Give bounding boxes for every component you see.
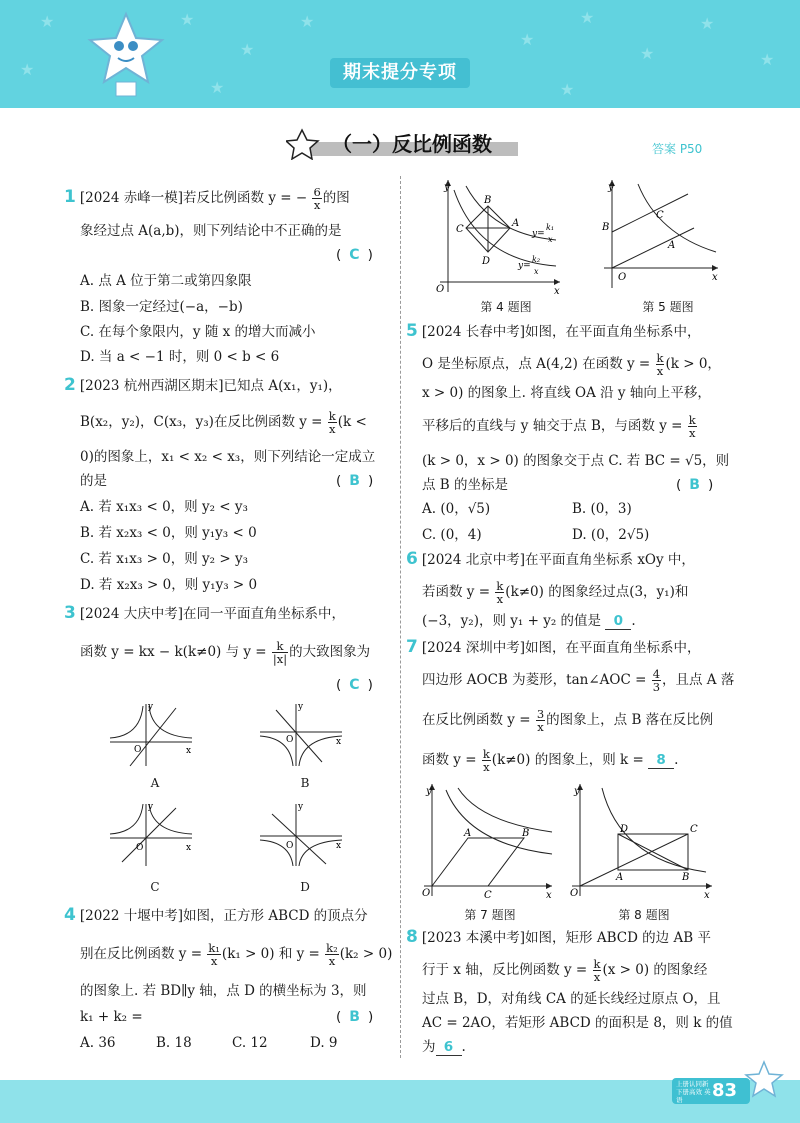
q3-line2: 函数 y = kx − k(k≠0) 与 y = $\frac{k}{|x|}$ 的大致图象为 [80, 639, 371, 666]
q4-option-d: D. 9 [310, 1035, 338, 1051]
svg-text:y=: y= [518, 261, 531, 271]
footer-brand: 上册认同新 下册高效 英语 [676, 1080, 711, 1104]
q7-line3: 在反比例函数 y = $\frac{3}{x}$ 的图象上，点 B 落在反比例 [422, 707, 714, 734]
q1-option-a: A. 点 A 位于第二或第四象限 [80, 273, 252, 289]
q2-line3: 0)的图象上，x₁ < x₂ < x₃，则下列结论一定成立 [80, 449, 376, 465]
svg-text:O: O [134, 745, 142, 755]
q4-option-b: B. 18 [156, 1035, 192, 1051]
svg-text:x: x [546, 890, 552, 900]
svg-text:A: A [512, 218, 520, 229]
q5-line5: (k > 0，x > 0) 的图象交于点 C. 若 BC = √5，则 [422, 453, 730, 469]
q2-line1: 2 [2023 杭州西湖区期末]已知点 A(x₁，y₁)， [64, 375, 342, 395]
mascot-star-icon [86, 10, 166, 100]
q3-label-b: B [300, 776, 310, 790]
svg-text:y: y [608, 182, 614, 193]
svg-text:x: x [336, 737, 342, 747]
svg-text:O: O [436, 284, 445, 295]
svg-text:x: x [704, 890, 710, 900]
svg-text:A: A [464, 828, 472, 839]
q8-line3: 过点 B，D，对角线 CA 的延长线经过原点 O，且 [422, 991, 721, 1007]
svg-text:y: y [298, 802, 304, 812]
q5-line1: 5 [2024 长春中考]如图，在平面直角坐标系中， [406, 321, 701, 341]
figure-8-caption: 第 8 题图 [618, 908, 670, 922]
q5-option-d: D. (0，2√5) [572, 527, 650, 543]
q2-option-d: D. 若 x₂x₃ > 0，则 y₁y₃ > 0 [80, 577, 258, 593]
q4-option-a: A. 36 [80, 1035, 116, 1051]
figure-7 [418, 780, 558, 900]
figure-8 [566, 780, 716, 900]
q3-answer: ( C ) [336, 677, 373, 693]
svg-text:x: x [554, 286, 560, 296]
q2-number: 2 [64, 375, 76, 395]
q8-answer: 6 [436, 1040, 462, 1056]
figure-4-caption: 第 4 题图 [480, 300, 532, 314]
svg-text:y: y [574, 786, 580, 797]
svg-text:x: x [712, 272, 718, 283]
svg-text:x: x [534, 267, 539, 276]
q1-number: 1 [64, 187, 76, 207]
q1-fraction: $\frac{6}{x}$ [313, 185, 321, 212]
q7-line2: 四边形 AOCB 为菱形，tan∠AOC = $\frac{4}{3}$ ，且点 A 落 [422, 667, 735, 694]
q2-line2: B(x₂，y₂)，C(x₃，y₃)在反比例函数 y = $\frac{k}{x}$ (k < [80, 409, 367, 436]
svg-text:C: C [484, 890, 492, 900]
q6-line2: 若函数 y = $\frac{k}{x}$ (k≠0) 的图象经过点(3，y₁)和 [422, 579, 689, 606]
q4-answer: ( B ) [336, 1009, 374, 1025]
q7-answer: 8 [648, 753, 674, 769]
q1-answer: ( C ) [336, 247, 373, 263]
q4-line4: k₁ + k₂ = [80, 1009, 143, 1025]
q1-text2: 的图 [322, 190, 350, 206]
q4-option-c: C. 12 [232, 1035, 268, 1051]
q8-line4: AC = 2AO，若矩形 ABCD 的面积是 8，则 k 的值 [422, 1015, 733, 1031]
q7-line4: 函数 y = $\frac{k}{x}$ (k≠0) 的图象上，则 k = 8 . [422, 747, 679, 774]
q5-line3: x > 0) 的图象上. 将直线 OA 沿 y 轴向上平移， [422, 385, 711, 401]
svg-text:B: B [522, 828, 530, 839]
svg-text:x: x [186, 843, 192, 853]
q6-answer: 0 [605, 614, 631, 630]
svg-text:y: y [298, 702, 304, 712]
svg-text:y=: y= [532, 229, 545, 239]
svg-text:k₂: k₂ [532, 255, 541, 264]
footer-star-icon [744, 1060, 784, 1100]
q2-option-b: B. 若 x₂x₃ < 0，则 y₁y₃ < 0 [80, 525, 257, 541]
svg-text:C: C [456, 224, 464, 235]
q1-option-c: C. 在每个象限内，y 随 x 的增大而减小 [80, 324, 316, 340]
svg-text:B: B [602, 222, 610, 233]
q2-answer: ( B ) [336, 473, 374, 489]
q3-graph-c [106, 800, 196, 870]
figure-4 [426, 176, 566, 296]
q3-label-d: D [300, 880, 310, 894]
svg-text:O: O [286, 841, 294, 851]
svg-text:C: C [656, 210, 664, 221]
q4-line1: 4 [2022 十堰中考]如图，正方形 ABCD 的顶点分 [64, 905, 368, 925]
q3-label-a: A [150, 776, 160, 790]
q3-graph-b [256, 700, 346, 770]
svg-text:y: y [148, 702, 154, 712]
figure-7-caption: 第 7 题图 [464, 908, 516, 922]
q5-line2: O 是坐标原点，点 A(4,2) 在函数 y = $\frac{k}{x}$ (k > 0， [422, 351, 721, 378]
column-divider [400, 176, 401, 1058]
svg-text:x: x [336, 841, 342, 851]
page-title: 期末提分专项 [343, 62, 457, 83]
q5-answer: ( B ) [676, 477, 714, 493]
header-banner: ★ ★ ★ ★ ★ ★ ★ ★ ★ ★ ★ ★ [0, 0, 800, 108]
page-number: 83 [712, 1080, 738, 1101]
q7-line1: 7 [2024 深圳中考]如图，在平面直角坐标系中， [406, 637, 701, 657]
q8-line2: 行于 x 轴，反比例函数 y = $\frac{k}{x}$ (x > 0) 的图象经 [422, 957, 708, 984]
svg-text:O: O [618, 272, 627, 283]
q2-option-a: A. 若 x₁x₃ < 0，则 y₂ < y₃ [80, 499, 248, 515]
q3-graph-d [256, 800, 346, 870]
q6-line3: (−3，y₂)，则 y₁ + y₂ 的值是 0 . [422, 613, 636, 629]
q1-text: 若反比例函数 y = − [183, 190, 308, 206]
svg-text:O: O [570, 888, 579, 899]
q1-option-d: D. 当 a < −1 时，则 0 < b < 6 [80, 349, 280, 365]
section-title: （一）反比例函数 [332, 132, 492, 156]
q6-line1: 6 [2024 北京中考]在平面直角坐标系 xOy 中， [406, 549, 695, 569]
q5-line6: 点 B 的坐标是 [422, 477, 509, 493]
q4-line3: 的图象上. 若 BD∥y 轴，点 D 的横坐标为 3，则 [80, 983, 367, 999]
svg-text:A: A [668, 240, 676, 251]
svg-text:B: B [682, 872, 690, 883]
svg-text:O: O [136, 843, 144, 853]
svg-text:y: y [444, 182, 450, 193]
q5-option-b: B. (0，3) [572, 501, 632, 517]
q5-option-a: A. (0，√5) [422, 501, 491, 517]
q1-source: [2024 赤峰一模] [79, 190, 184, 206]
svg-text:D: D [482, 256, 491, 267]
q4-line2: 别在反比例函数 y = $\frac{\text{k₁}}{x}$ (k₁ > 0) 和 y = $\frac{\text{k₂}}{x}$ (k₂ > 0) [80, 941, 393, 968]
svg-text:x: x [186, 746, 192, 756]
q8-line1: 8 [2023 本溪中考]如图，矩形 ABCD 的边 AB 平 [406, 927, 711, 947]
q2-option-c: C. 若 x₁x₃ > 0，则 y₂ > y₃ [80, 551, 249, 567]
figure-5-caption: 第 5 题图 [642, 300, 694, 314]
svg-text:y: y [148, 802, 154, 812]
q8-line5: 为 6 . [422, 1039, 466, 1055]
q3-label-c: C [150, 880, 160, 894]
q1-option-b: B. 图象一定经过(−a，−b) [80, 299, 243, 315]
svg-text:D: D [620, 824, 629, 835]
svg-text:k₁: k₁ [546, 223, 555, 232]
q3-line1: 3 [2024 大庆中考]在同一平面直角坐标系中， [64, 603, 346, 623]
svg-text:y: y [426, 786, 432, 797]
q5-option-c: C. (0，4) [422, 527, 482, 543]
answer-reference: 答案 P50 [652, 142, 703, 156]
svg-text:C: C [690, 824, 698, 835]
svg-text:x: x [548, 235, 553, 244]
q1-line1 [64, 186, 350, 211]
svg-text:O: O [422, 888, 431, 899]
q5-line4: 平移后的直线与 y 轴交于点 B，与函数 y = $\frac{k}{x}$ [422, 413, 696, 440]
q1-line2: 象经过点 A(a,b)，则下列结论中不正确的是 [80, 223, 342, 239]
svg-text:B: B [484, 195, 492, 206]
svg-text:A: A [616, 872, 624, 883]
svg-text:O: O [286, 735, 294, 745]
q2-line4: 的是 [80, 473, 107, 489]
q3-graph-a [106, 700, 196, 770]
figure-5 [598, 176, 728, 296]
